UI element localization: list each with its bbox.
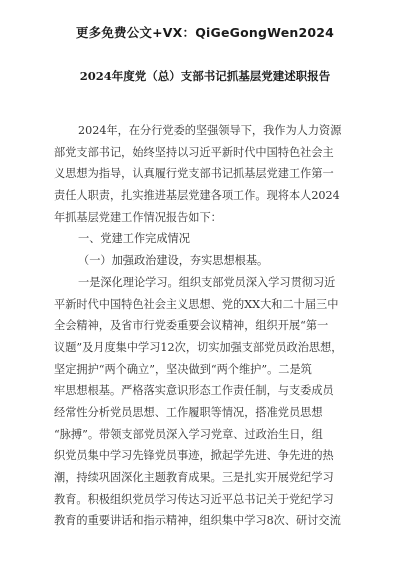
paragraph-line: 潮，持续巩固深化主题教育成果。三是扎实开展党纪学习 (54, 471, 334, 484)
paragraph-line: 经常性分析党员思想、工作履职等情况，搭准党员思想 (54, 405, 323, 419)
document-title: 2024年度党（总）支部书记抓基层党建述职报告 (79, 69, 331, 83)
paragraph-line: “脉搏”。带领支部党员深入学习党章、过政治生日，组 (54, 427, 323, 441)
paragraph-line: 教育。积极组织党员学习传达习近平总书记关于党纪学习 (54, 492, 334, 506)
paragraph-line: 一是深化理论学习。组织支部党员深入学习贯彻习近 (78, 275, 336, 289)
section-heading: 一、党建工作完成情况 (78, 232, 190, 246)
paragraph-line: 2024年，在分行党委的坚强领导下，我作为人力资源 (78, 124, 342, 137)
watermark-text: 更多免费公文+VX：QiGeGongWen2024 (75, 25, 335, 40)
paragraph-line: 议题”及月度集中学习12次，切实加强支部党员政治思想， (54, 340, 343, 354)
paragraph-line: 教育的重要讲话和指示精神，组织集中学习8次、研讨交流 (54, 514, 341, 528)
paragraph-line: 全会精神，及省市行党委重要会议精神，组织开展“第一 (54, 319, 329, 333)
paragraph-line: 织党员集中学习先锋党员事迹，掀起学先进、争先进的热 (54, 449, 334, 463)
subsection-heading: （一）加强政治建设，夯实思想根基。 (78, 254, 269, 268)
document-body (54, 120, 364, 532)
paragraph-line: 牢思想根基。严格落实意识形态工作责任制，与支委成员 (54, 384, 334, 398)
paragraph-line: 部党支部书记，始终坚持以习近平新时代中国特色社会主 (54, 145, 334, 159)
paragraph-line: 责任人职责，扎实推进基层党建各项工作。现将本人2024 (54, 189, 340, 203)
paragraph-line: 平新时代中国特色社会主义思想、党的XX大和二十届三中 (54, 297, 339, 311)
paragraph-line: 年抓基层党建工作情况报告如下： (54, 210, 222, 224)
paragraph-line: 坚定拥护“两个确立”，坚决做到“两个维护”。二是筑 (54, 362, 312, 376)
paragraph-line: 义思想为指导，认真履行党支部书记抓基层党建工作第一 (54, 167, 334, 181)
